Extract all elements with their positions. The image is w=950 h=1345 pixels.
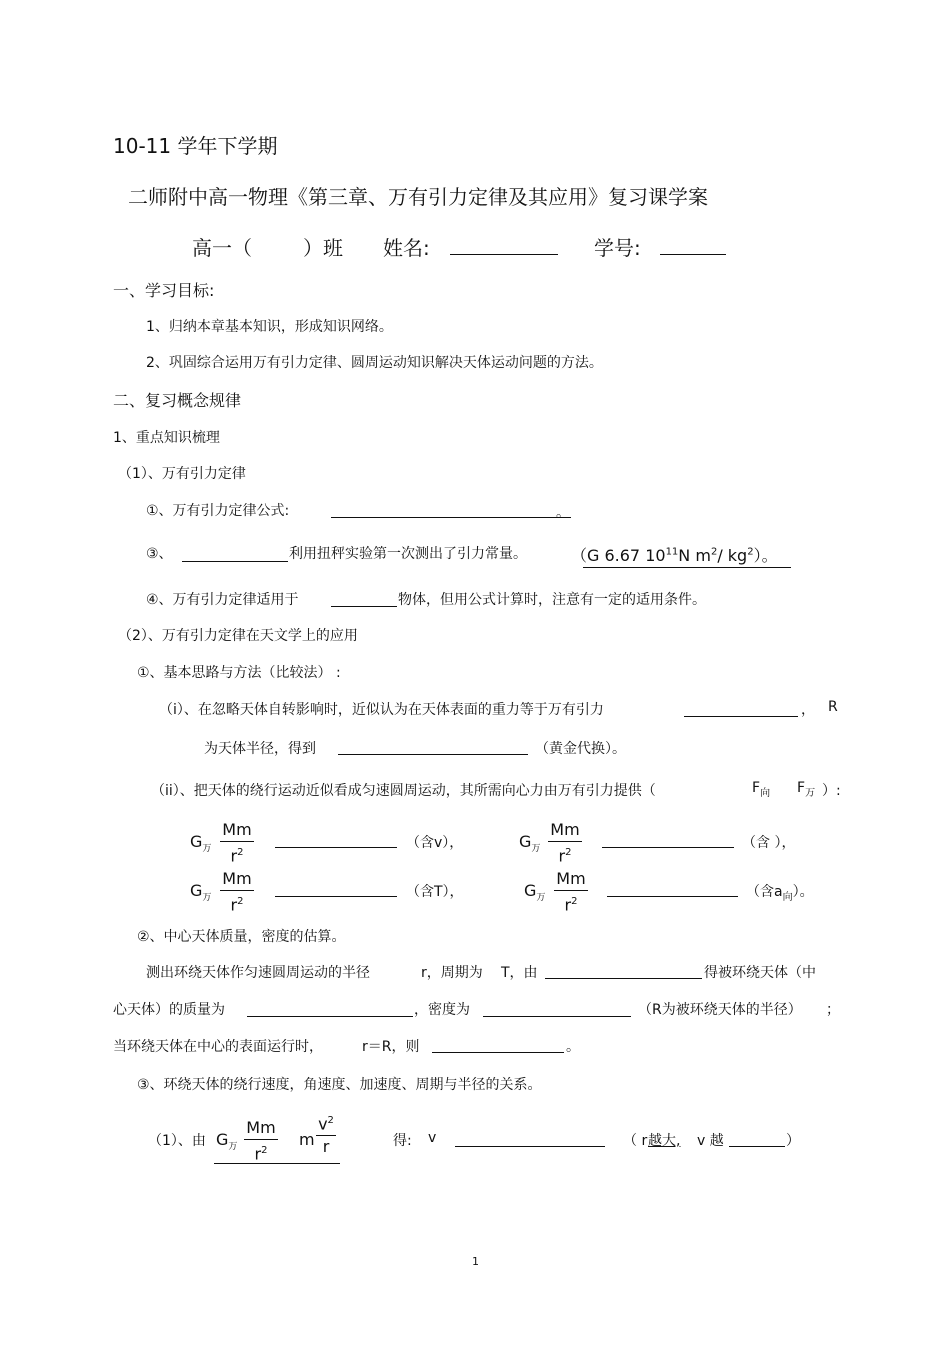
eq-G: $G_万$ [216, 1130, 238, 1153]
symbol: m [299, 1130, 315, 1149]
id-blank[interactable] [660, 254, 726, 255]
page-title: 二师附中高一物理《第三章、万有引力定律及其应用》复习课学案 [128, 185, 708, 209]
eq4-blank[interactable] [607, 896, 738, 897]
item-label: ③、环绕天体的绕行速度，角速度、加速度、周期与半径的关系。 [137, 1077, 542, 1093]
page-number: 1 [472, 1255, 479, 1268]
item-text: 得被环绕天体（中 [704, 965, 816, 981]
equation-underline [214, 1163, 340, 1164]
item-text: 利用扭秤实验第一次测出了引力常量。 [289, 546, 527, 562]
constant-underline [583, 567, 791, 568]
applicable-blank[interactable] [331, 606, 397, 607]
part-heading: （1）、万有引力定律 [118, 466, 246, 482]
fraction-Mm-r2: Mm $r^2$ [220, 870, 254, 914]
item-label: ①、万有引力定律公式: [146, 503, 290, 519]
item-text: T，由 [501, 965, 538, 981]
punct: ）: [822, 783, 841, 799]
section-heading-review: 二、复习概念规律 [113, 391, 242, 410]
eq-note: （含$a_向$）。 [746, 884, 814, 903]
name-label: 姓名: [383, 236, 430, 260]
golden-sub-blank[interactable] [338, 754, 528, 755]
item-text: （ r [623, 1133, 648, 1149]
eq-note: （含T）， [406, 884, 464, 900]
goal-item: 2、巩固综合运用万有引力定律、圆周运动知识解决天体运动问题的方法。 [146, 355, 603, 371]
goal-item: 1、归纳本章基本知识，形成知识网络。 [146, 319, 393, 335]
constant-formula: （G 6.67 $10^{11}N$ $m^2/$ $kg^2$）。 [571, 546, 778, 565]
item-label: ①、基本思路与方法（比较法） : [137, 665, 341, 681]
density-blank[interactable] [483, 1016, 631, 1017]
item-text: （黄金代换）。 [535, 741, 626, 757]
item-text: 当环绕天体在中心的表面运行时， [113, 1039, 323, 1055]
item-text: 为天体半径，得到 [204, 741, 316, 757]
class-suffix: ）班 [303, 236, 343, 260]
symbol: $F_万$ [797, 780, 816, 799]
id-label: 学号: [594, 236, 641, 260]
term-label: 10-11 学年下学期 [113, 134, 278, 158]
item-text: r，周期为 [421, 965, 483, 981]
item-text: （R为被环绕天体的半径） [638, 1002, 802, 1018]
item-text: 得: [393, 1133, 412, 1149]
fraction-Mm-r2: Mm $r^2$ [548, 821, 582, 865]
eq3-blank[interactable] [275, 896, 397, 897]
punct: 。 [566, 1039, 580, 1055]
item-text: 物体，但用公式计算时，注意有一定的适用条件。 [398, 592, 706, 608]
punct: 。 [556, 505, 570, 521]
symbol: $F_向$ [752, 780, 771, 799]
item-text: （1）、由 [148, 1133, 206, 1149]
symbol: v [428, 1130, 437, 1146]
mass-blank[interactable] [247, 1016, 413, 1017]
eq1-blank[interactable] [275, 847, 397, 848]
symbol: R [828, 699, 838, 715]
item-text: r＝R，则 [362, 1039, 420, 1055]
punct: ） [786, 1133, 800, 1149]
eq-G: $G_万$ [190, 881, 212, 904]
fraction-v2-r: $v^2$ r [316, 1112, 336, 1156]
item-text: 测出环绕天体作匀速圆周运动的半径 [146, 965, 370, 981]
formula-blank[interactable] [331, 517, 571, 518]
name-blank[interactable] [450, 254, 558, 255]
item-label: ③、 [146, 546, 173, 562]
item-label: ②、中心天体质量，密度的估算。 [137, 929, 346, 945]
gravity-blank[interactable] [684, 716, 798, 717]
item-label: ④、万有引力定律适用于 [146, 592, 299, 608]
class-label: 高一（ [192, 236, 252, 260]
fraction-Mm-r2: Mm $r^2$ [554, 870, 588, 914]
item-text: 越大, [648, 1133, 681, 1149]
scientist-blank[interactable] [182, 561, 288, 562]
punct: ； [826, 1002, 840, 1018]
item-text: v 越 [697, 1133, 724, 1149]
eq2-blank[interactable] [602, 847, 734, 848]
item-text: 心天体）的质量为 [113, 1002, 225, 1018]
eq-note: （含 ）， [742, 835, 796, 851]
velocity-blank[interactable] [455, 1146, 605, 1147]
punct: ， [801, 702, 815, 718]
item-text: ，密度为 [414, 1002, 470, 1018]
item-text: （i）、在忽略天体自转影响时，近似认为在天体表面的重力等于万有引力 [159, 702, 604, 718]
trend-blank[interactable] [729, 1146, 785, 1147]
eq-note: （含v）， [406, 835, 464, 851]
eq-G: $G_万$ [190, 832, 212, 855]
part-heading: （2）、万有引力定律在天文学上的应用 [118, 628, 358, 644]
section-heading-goals: 一、学习目标: [113, 281, 215, 300]
mass-source-blank[interactable] [545, 978, 702, 979]
fraction-Mm-r2: Mm $r^2$ [220, 821, 254, 865]
surface-density-blank[interactable] [432, 1052, 564, 1053]
eq-G: $G_万$ [519, 832, 541, 855]
fraction-Mm-r2: Mm $r^2$ [244, 1119, 278, 1163]
subsection-heading: 1、重点知识梳理 [113, 430, 220, 446]
eq-G: $G_万$ [524, 881, 546, 904]
item-text: （ii）、把天体的绕行运动近似看成匀速圆周运动，其所需向心力由万有引力提供（ [151, 783, 656, 799]
